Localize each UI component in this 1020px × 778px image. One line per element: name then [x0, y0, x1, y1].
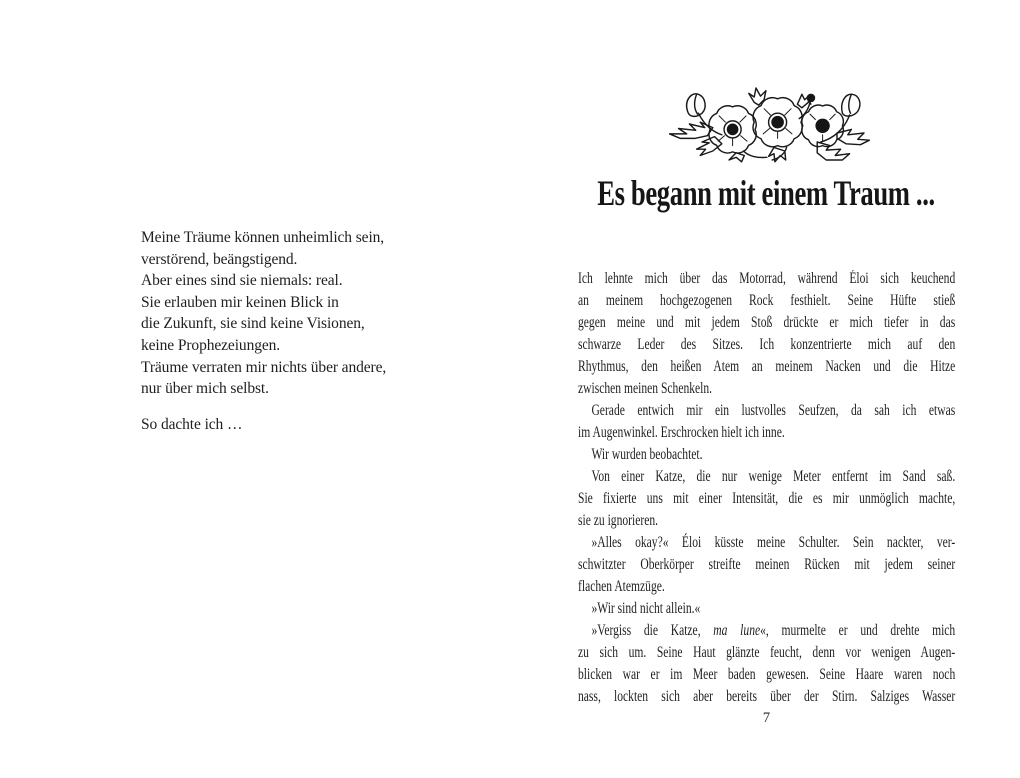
text-line: Von einer Katze, die nur wenige Meter entfernt im Sand saß.	[591, 468, 956, 485]
text-line: Rhythmus, den heißen Atem an meinem Nacken und die Hitze	[578, 358, 956, 375]
text-line: »Alles okay?« Éloi küsste meine Schulter. Sein nackter, ver-	[591, 534, 956, 551]
chapter-title: Es begann mit einem Traum ...	[597, 173, 935, 213]
text-line: Gerade entwich mir ein lustvolles Seufzen, da sah ich etwas	[591, 402, 956, 419]
poppy-flowers-ornament-icon	[657, 85, 873, 163]
text-line: Wir wurden beobachtet.	[591, 446, 703, 463]
text-line: blicken war er im Meer baden gewesen. Seine Haare waren noch	[578, 666, 956, 683]
text-line: zu sich um. Seine Haut glänzte feucht, denn vor wenigen Augen-	[578, 644, 956, 661]
text-line: »Vergiss die Katze, ma lune«, murmelte er und drehte mich	[591, 622, 956, 639]
epigraph-line: die Zukunft, sie sind keine Visionen,	[141, 315, 365, 333]
paragraph	[578, 598, 955, 620]
epigraph	[141, 227, 481, 435]
text-line: Ich lehnte mich über das Motorrad, während Éloi sich keuchend	[578, 270, 956, 287]
paragraph	[578, 466, 955, 532]
paragraph	[578, 620, 955, 708]
text-line: nass, lockten sich aber bereits über der Stirn. Salziges Wasser	[578, 688, 956, 705]
epigraph-line: nur über mich selbst.	[141, 380, 269, 398]
page-number: 7	[762, 710, 771, 726]
text-line: gegen meine und mit jedem Stoß drückte er mich tiefer in das	[578, 314, 956, 331]
body-text	[578, 268, 955, 708]
epigraph-line: Träume verraten mir nichts über andere,	[141, 358, 387, 376]
text-line: sie zu ignorieren.	[578, 512, 659, 529]
epigraph-line: verstörend, beängstigend.	[141, 250, 298, 268]
text-line: schwarze Leder des Sitzes. Ich konzentrierte mich auf den	[578, 336, 956, 353]
floral-ornament	[657, 85, 873, 163]
text-line: zwischen meinen Schenkeln.	[578, 380, 713, 397]
paragraph	[578, 444, 955, 466]
text-line: »Wir sind nicht allein.«	[591, 600, 701, 617]
epigraph-line: keine Prophezeiungen.	[141, 336, 281, 354]
paragraph	[578, 268, 955, 400]
text-line: Sie fixierte uns mit einer Intensität, die es mir unmöglich machte,	[578, 490, 956, 507]
text-line: an meinem hochgezogenen Rock festhielt. Seine Hüfte stieß	[578, 292, 956, 309]
epigraph-closing-line: So dachte ich …	[141, 415, 243, 433]
paragraph	[578, 400, 955, 444]
paragraph	[578, 532, 955, 598]
text-line: flachen Atemzüge.	[578, 578, 665, 595]
epigraph-line: Meine Träume können unheimlich sein,	[141, 229, 385, 246]
text-line: schwitzter Oberkörper streifte meinen Rücken mit jedem seiner	[578, 556, 956, 573]
epigraph-line: Aber eines sind sie niemals: real.	[141, 272, 343, 290]
text-line: im Augenwinkel. Erschrocken hielt ich inne.	[578, 424, 785, 441]
epigraph-line: Sie erlauben mir keinen Blick in	[141, 293, 339, 311]
